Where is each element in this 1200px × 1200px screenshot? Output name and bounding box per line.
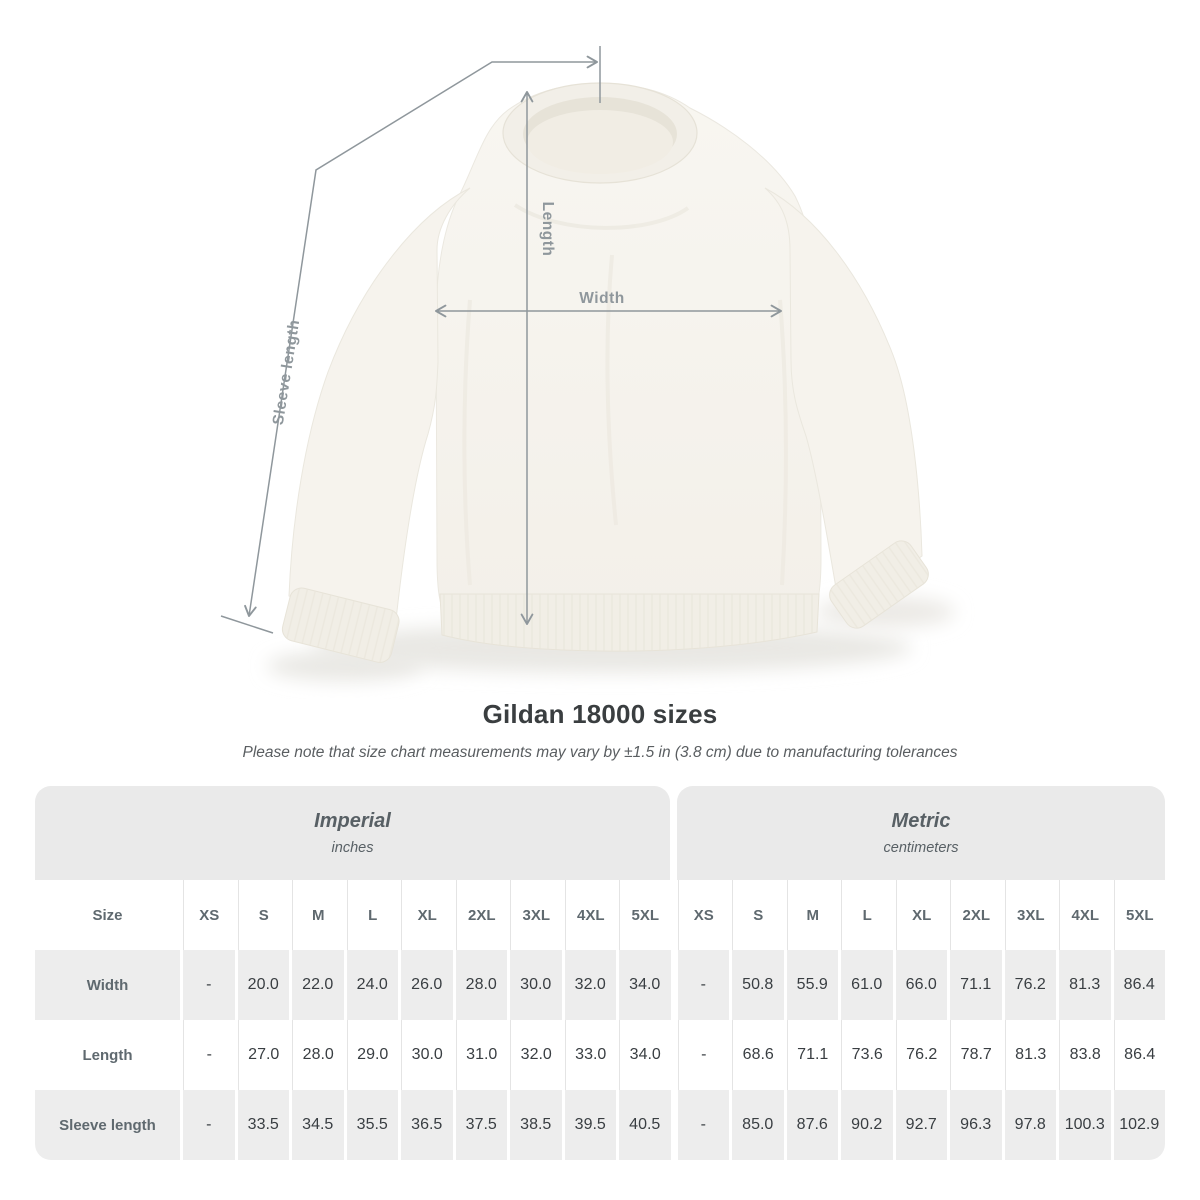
cell-sleeve-length-m-metric: 87.6 (787, 1090, 839, 1160)
size-header-s-metric: S (732, 880, 784, 950)
size-header-row (35, 880, 1165, 950)
row-label-width: Width (35, 950, 180, 1020)
imperial-title: Imperial (314, 810, 391, 832)
cell-width-l-imperial: 24.0 (347, 950, 399, 1020)
cell-length-4xl-metric: 83.8 (1059, 1020, 1111, 1090)
metric-unit: centimeters (883, 840, 959, 856)
size-header-2xl-imperial: 2XL (456, 880, 508, 950)
cell-sleeve-length-5xl-imperial: 40.5 (619, 1090, 671, 1160)
imperial-section-header (35, 786, 670, 880)
size-header-s-imperial: S (238, 880, 290, 950)
cell-width-s-imperial: 20.0 (238, 950, 290, 1020)
cell-sleeve-length-m-imperial: 34.5 (292, 1090, 344, 1160)
cell-width-xl-metric: 66.0 (896, 950, 948, 1020)
tolerance-note: Please note that size chart measurements may vary by ±1.5 in (3.8 cm) due to manufacturing tolerances (242, 744, 958, 761)
section-gap (674, 1020, 675, 1090)
cell-sleeve-length-2xl-imperial: 37.5 (456, 1090, 508, 1160)
cell-width-2xl-metric: 71.1 (950, 950, 1002, 1020)
cell-width-4xl-imperial: 32.0 (565, 950, 617, 1020)
cell-sleeve-length-3xl-imperial: 38.5 (510, 1090, 562, 1160)
length-row (35, 1020, 1165, 1090)
size-header-3xl-metric: 3XL (1005, 880, 1057, 950)
cell-length-m-imperial: 28.0 (292, 1020, 344, 1090)
cell-sleeve-length-xs-imperial: - (183, 1090, 235, 1160)
sweatshirt-image (280, 83, 933, 665)
cell-width-3xl-metric: 76.2 (1005, 950, 1057, 1020)
cell-width-2xl-imperial: 28.0 (456, 950, 508, 1020)
cell-length-xs-imperial: - (183, 1020, 235, 1090)
size-header-xs-imperial: XS (183, 880, 235, 950)
size-header-5xl-imperial: 5XL (619, 880, 671, 950)
cell-length-xl-metric: 76.2 (896, 1020, 948, 1090)
cell-width-xs-metric: - (678, 950, 730, 1020)
size-header-l-imperial: L (347, 880, 399, 950)
cell-width-5xl-imperial: 34.0 (619, 950, 671, 1020)
length-label: Length (539, 201, 556, 257)
cell-sleeve-length-5xl-metric: 102.9 (1114, 1090, 1166, 1160)
width-label: Width (579, 290, 625, 307)
cell-sleeve-length-3xl-metric: 97.8 (1005, 1090, 1057, 1160)
cell-length-3xl-metric: 81.3 (1005, 1020, 1057, 1090)
cell-length-5xl-metric: 86.4 (1114, 1020, 1166, 1090)
cell-sleeve-length-l-metric: 90.2 (841, 1090, 893, 1160)
cell-width-m-metric: 55.9 (787, 950, 839, 1020)
size-header-3xl-imperial: 3XL (510, 880, 562, 950)
size-header-2xl-metric: 2XL (950, 880, 1002, 950)
cell-width-3xl-imperial: 30.0 (510, 950, 562, 1020)
size-header-l-metric: L (841, 880, 893, 950)
cell-width-l-metric: 61.0 (841, 950, 893, 1020)
row-label-sleeve-length: Sleeve length (35, 1090, 180, 1160)
size-header-xl-metric: XL (896, 880, 948, 950)
cell-width-m-imperial: 22.0 (292, 950, 344, 1020)
row-label-length: Length (35, 1020, 180, 1090)
cell-length-2xl-metric: 78.7 (950, 1020, 1002, 1090)
cell-length-4xl-imperial: 33.0 (565, 1020, 617, 1090)
cell-sleeve-length-4xl-imperial: 39.5 (565, 1090, 617, 1160)
size-row-header: Size (35, 880, 180, 950)
size-table (35, 786, 1165, 1160)
cell-length-5xl-imperial: 34.0 (619, 1020, 671, 1090)
cell-length-s-imperial: 27.0 (238, 1020, 290, 1090)
metric-section-header (677, 786, 1165, 880)
cell-sleeve-length-xl-metric: 92.7 (896, 1090, 948, 1160)
cell-length-xs-metric: - (678, 1020, 730, 1090)
metric-title: Metric (891, 810, 951, 832)
cell-sleeve-length-xs-metric: - (678, 1090, 730, 1160)
cell-sleeve-length-s-metric: 85.0 (732, 1090, 784, 1160)
section-gap (673, 786, 674, 880)
size-header-4xl-imperial: 4XL (565, 880, 617, 950)
imperial-unit: inches (331, 840, 374, 856)
width-row (35, 950, 1165, 1020)
size-header-m-metric: M (787, 880, 839, 950)
cell-width-xs-imperial: - (183, 950, 235, 1020)
cell-length-3xl-imperial: 32.0 (510, 1020, 562, 1090)
sleeve-length-row (35, 1090, 1165, 1160)
size-header-m-imperial: M (292, 880, 344, 950)
section-gap (674, 950, 675, 1020)
sleeve-length-label: Sleeve length (269, 318, 304, 427)
cell-sleeve-length-s-imperial: 33.5 (238, 1090, 290, 1160)
size-header-5xl-metric: 5XL (1114, 880, 1166, 950)
size-header-xs-metric: XS (678, 880, 730, 950)
cell-sleeve-length-l-imperial: 35.5 (347, 1090, 399, 1160)
cell-width-4xl-metric: 81.3 (1059, 950, 1111, 1020)
cell-width-s-metric: 50.8 (732, 950, 784, 1020)
page-title: Gildan 18000 sizes (482, 699, 718, 729)
cell-width-5xl-metric: 86.4 (1114, 950, 1166, 1020)
cell-sleeve-length-2xl-metric: 96.3 (950, 1090, 1002, 1160)
cuff-end-tick (221, 616, 273, 633)
cell-sleeve-length-4xl-metric: 100.3 (1059, 1090, 1111, 1160)
size-header-4xl-metric: 4XL (1059, 880, 1111, 950)
cell-length-2xl-imperial: 31.0 (456, 1020, 508, 1090)
cell-length-l-metric: 73.6 (841, 1020, 893, 1090)
section-gap (674, 880, 675, 950)
section-gap (674, 1090, 675, 1160)
cell-length-m-metric: 71.1 (787, 1020, 839, 1090)
cell-length-l-imperial: 29.0 (347, 1020, 399, 1090)
cell-length-s-metric: 68.6 (732, 1020, 784, 1090)
cell-sleeve-length-xl-imperial: 36.5 (401, 1090, 453, 1160)
cell-width-xl-imperial: 26.0 (401, 950, 453, 1020)
cell-length-xl-imperial: 30.0 (401, 1020, 453, 1090)
unit-section-row (35, 786, 1165, 880)
size-header-xl-imperial: XL (401, 880, 453, 950)
